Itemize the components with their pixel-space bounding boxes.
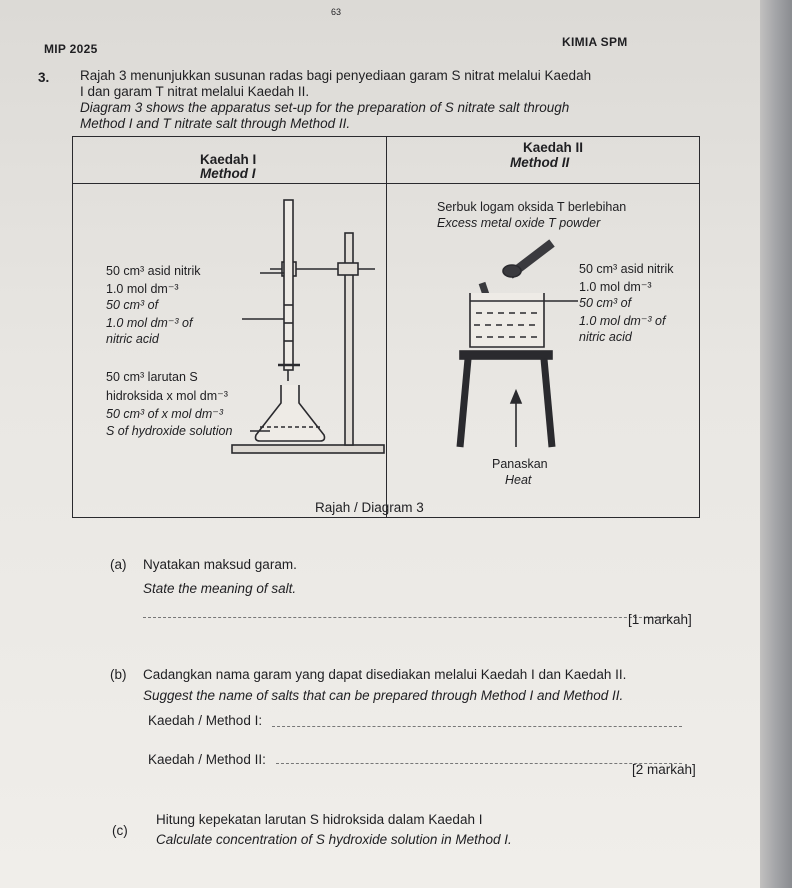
question-english-line2: Method I and T nitrate salt through Method II. bbox=[80, 116, 351, 131]
m1-acid-english-1: 50 cm³ of bbox=[106, 298, 159, 312]
conical-flask bbox=[256, 385, 325, 441]
method2-english-heading: Method II bbox=[510, 155, 570, 170]
page-number: 63 bbox=[331, 7, 342, 17]
part-b-malay: Cadangkan nama garam yang dapat disediakan melalui Kaedah I dan Kaedah II. bbox=[143, 667, 627, 682]
part-b-method2-answer-line[interactable] bbox=[276, 763, 682, 764]
method1-english-heading: Method I bbox=[200, 166, 256, 181]
heating-apparatus-drawing bbox=[440, 235, 580, 470]
m2-heat-malay: Panaskan bbox=[492, 457, 548, 471]
m2-acid-malay-1: 50 cm³ asid nitrik bbox=[579, 262, 674, 276]
m2-acid-english-3: nitric acid bbox=[579, 330, 632, 344]
part-b-label: (b) bbox=[110, 667, 127, 682]
method1-malay-heading: Kaedah I bbox=[200, 152, 257, 167]
m1-hydroxide-malay-2: hidroksida x mol dm⁻³ bbox=[106, 389, 228, 403]
part-b-english: Suggest the name of salts that can be prepared through Method I and Method II. bbox=[143, 688, 624, 703]
part-c-malay: Hitung kepekatan larutan S hidroksida dalam Kaedah I bbox=[156, 812, 483, 827]
part-a-label: (a) bbox=[110, 557, 127, 572]
tripod-leg-right bbox=[544, 359, 552, 447]
m1-hydroxide-english-2: S of hydroxide solution bbox=[106, 424, 233, 438]
part-a-english: State the meaning of salt. bbox=[143, 581, 297, 596]
wire-gauze bbox=[460, 351, 552, 359]
question-english-line1: Diagram 3 shows the apparatus set-up for the preparation of S nitrate salt through bbox=[80, 100, 570, 115]
m1-acid-malay-2: 1.0 mol dm⁻³ bbox=[106, 282, 179, 296]
part-c-english: Calculate concentration of S hydroxide solution in Method I. bbox=[156, 832, 512, 847]
m1-acid-english-3: nitric acid bbox=[106, 332, 159, 346]
m2-oxide-malay: Serbuk logam oksida T berlebihan bbox=[437, 200, 627, 214]
m2-oxide-english: Excess metal oxide T powder bbox=[437, 216, 601, 230]
question-malay-line2: I dan garam T nitrat melalui Kaedah II. bbox=[80, 84, 310, 99]
part-a-marks: [1 markah] bbox=[628, 612, 692, 627]
tripod-leg-left bbox=[460, 359, 468, 447]
question-number: 3. bbox=[38, 70, 50, 85]
titration-apparatus-drawing bbox=[220, 195, 390, 465]
header-right: KIMIA SPM bbox=[562, 35, 628, 49]
method2-malay-heading: Kaedah II bbox=[523, 140, 584, 155]
m2-acid-english-2: 1.0 mol dm⁻³ of bbox=[579, 314, 666, 328]
m2-acid-english-1: 50 cm³ of bbox=[579, 296, 632, 310]
retort-stand-base bbox=[232, 445, 384, 453]
question-malay-line1: Rajah 3 menunjukkan susunan radas bagi penyediaan garam S nitrat melalui Kaedah bbox=[80, 68, 592, 83]
part-b-method1-answer-line[interactable] bbox=[272, 726, 682, 727]
header-left: MIP 2025 bbox=[44, 42, 98, 56]
m2-acid-malay-2: 1.0 mol dm⁻³ bbox=[579, 280, 652, 294]
part-b-method1-label: Kaedah / Method I: bbox=[148, 713, 263, 728]
part-a-answer-line[interactable] bbox=[143, 617, 677, 618]
burette bbox=[284, 200, 293, 370]
m1-acid-english-2: 1.0 mol dm⁻³ of bbox=[106, 316, 193, 330]
part-c-label: (c) bbox=[112, 823, 128, 838]
m2-heat-english: Heat bbox=[505, 473, 532, 487]
part-b-marks: [2 markah] bbox=[632, 762, 696, 777]
part-a-malay: Nyatakan maksud garam. bbox=[143, 557, 297, 572]
m1-hydroxide-english-1: 50 cm³ of x mol dm⁻³ bbox=[106, 407, 224, 421]
diagram-caption: Rajah / Diagram 3 bbox=[315, 500, 424, 515]
m1-hydroxide-malay-1: 50 cm³ larutan S bbox=[106, 370, 198, 384]
part-b-method2-label: Kaedah / Method II: bbox=[148, 752, 266, 767]
m1-acid-malay-1: 50 cm³ asid nitrik bbox=[106, 264, 201, 278]
